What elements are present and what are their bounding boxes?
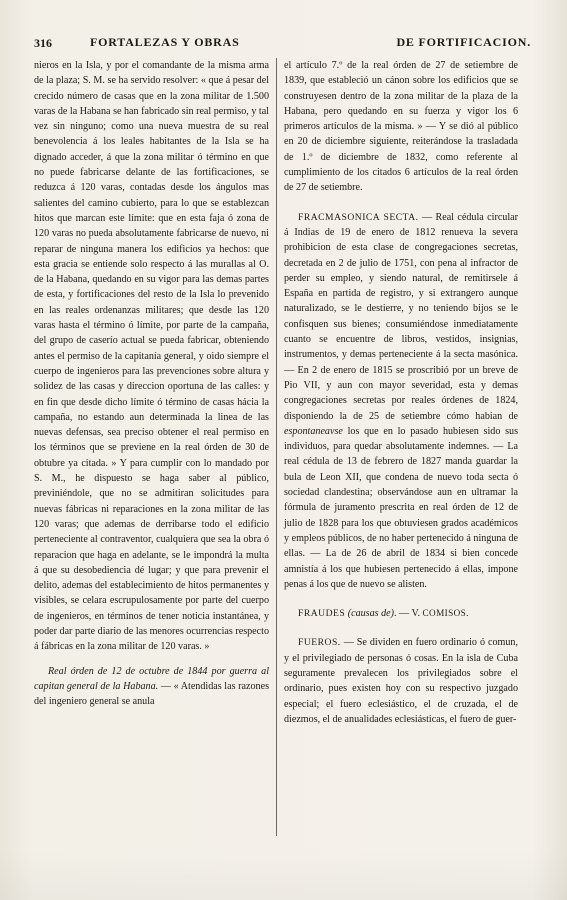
entry-fraudes-crossref: COMISOS. bbox=[422, 608, 469, 619]
entry-fracmasonica bbox=[284, 210, 518, 592]
entry-fraudes bbox=[284, 606, 518, 621]
running-head-right: DE FORTIFICACION. bbox=[396, 35, 531, 49]
left-paragraph-real-orden bbox=[34, 664, 269, 710]
entry-body-fracmasonica-1: — Real cédula circular á Indias de 19 de enero de 1812 renueva la severa prohibicion de esta clase de congregaciones secretas, decretada en 2 de julio de 1751, con pena al infractor de perder su empleo, y siendo natural, de remitirsele á España en partida de registro, y si extrangero aunque naturalizado, se le destierre, y no teniendo bijos se le confisquen sus bienes; consumiéndose inmediatamente cuanto se encuentre de libros, vestidos, insignias, instrumentos, y demas perteneciente á la secta masónica. — En 2 de enero de 1815 se proscribió por un breve de Pio VII, y aun con mayor severidad, esta y demas congregaciones secretas por reales órdenes de 1824, disponiendo la de 25 de setiembre cómo habian de bbox=[284, 211, 518, 422]
page-number: 316 bbox=[34, 36, 52, 50]
left-column bbox=[34, 58, 269, 709]
entry-fueros bbox=[284, 635, 518, 727]
left-paragraph-continuation: nieros en la Isla, y por el comandante de la misma arma de la plaza; S. M. se ha servido resolver: « que á pesar del crecido número de casas que en la zona militar de 1.500 varas de la Habana se han fabricado sin real permiso, y tal vez sin ninguno; como una nueva muestra de su real benevolencia á los leales habitantes de la Isla se ha dignado acceder, á que la zona militar ó término en que no puede fabricarse delante de las fortificaciones, se reduzca á 120 varas, contadas desde los ángulos mas salientes del camino cubierto, para lo que se establezcan hitos que marcan este límite: que en esta faja ó zona de 120 varas no pueda absolutamente fabricarse de nuevo, ni reparar de ninguna manera los edificios ya hechos: que esta gracia se entiende solo respecto á las murallas al O. de la Habana, quedando en su vigor para las demas partes de esta, y fortificaciones del resto de la Isla lo prevenido en las reales ordenanzas militares; que desde las 120 varas hasta el término ó límite, por parte de la campaña, del grupo de caserío actual se pueda fabricar, obteniendo antes el permiso de la capitanía general, y oido siempre el cuerpo de ingenieros para las prevenciones sobre altura y solidez de las casas y direccion oportuna de las calles: y en fin que desde dicho límite ó término de casas hácia la campaña, no estando aun determinada la linea de las nuevas defensas, sea preciso obtener el real permiso en los términos que se previene en la real órden de 30 de obtubre ya citada. » Y para cumplir con lo mandado por S. M., he dispuesto se haga saber al público, previniéndole, que no se admitiran solicitudes para nuevas fábricas ni reparaciones en la zona militar de las 120 varas; que ademas de derribarse todo el edificio perteneciente al contraventor, cualquiera que sea la obra ó reparacion que haga en adelante, se le impondrá la multa á que su desobediencia dé lugar; y que para prevenir el delito, ademas del establecimiento de hitos permanentes y visibles, se celara escrupulosamente por parte del cuerpo de ingenieros, en términos de tener noticia instantánea, y poder dar parte diario de las menores ocurrencias respecto á fábricas en la zona militar de 120 varas. » bbox=[34, 60, 269, 653]
real-orden-body: — « Atendidas las razones del ingeniero general se anula bbox=[34, 680, 269, 708]
right-paragraph-continuation: el artículo 7.º de la real órden de 27 de setiembre de 1839, que estableció un cánon sobre los edificios que se construyesen dentro de la zona militar de la plaza de la Habana, pero quedando en su fuerza y vigor los 6 primeros artículos de la misma. » — Y se dió al público en 20 de diciembre siguiente, reiterándose la trasladada de 1.º de diciembre de 1832, como referente al cumplimiento de los citados 6 artículos de la real órden de 27 de setiembre. bbox=[284, 60, 518, 194]
entry-heading-fueros: FUEROS. bbox=[298, 637, 341, 649]
entry-heading-fraudes: FRAUDES bbox=[298, 608, 346, 620]
running-header bbox=[34, 34, 531, 54]
column-divider bbox=[276, 58, 277, 836]
entry-italic-word: espontaneavse bbox=[284, 425, 343, 437]
entry-body-fracmasonica-2: los que en lo pasado hubiesen sido sus individuos, para quedar absolutamente indemnes. — La real cédula de 13 de febrero de 1827 manda guardar la bula de Leon XII, que condena de nuevo toda secta ó sociedad clandestina; observándose aun en ultramar la fórmula de juramento prescrita en real órden de 12 de julio de 1828 para los que obtuviesen grados académicos y empleos públicos, de no haber pertenecido á ninguna de ellas. — La de 26 de abril de 1834 si bien concede amnistía á los que hubiesen pertenecido á ellas, impone penas á los que de nuevo se alisten. bbox=[284, 425, 518, 590]
entry-heading-fracmasonica: FRACMASONICA SECTA. bbox=[298, 211, 419, 223]
running-head-left: FORTALEZAS Y OBRAS bbox=[90, 35, 240, 49]
page-bottom-shade bbox=[0, 850, 567, 900]
real-orden-heading: Real órden de 12 de octubre de 1844 por guerra al capitan general de la Habana. bbox=[34, 665, 269, 692]
entry-fraudes-tail: . — V. bbox=[394, 608, 420, 620]
right-column bbox=[284, 58, 518, 727]
entry-body-fueros: — Se dividen en fuero ordinario ó comun, y el privilegiado de personas ó cosas. En la isla de Cuba seguramente prevalecen los privilegiados sobre el ordinario, pues existen hoy con su respectivo juzgado especial; el fuero eclesiástico, el de cruzada, el de diezmos, el de anualidades eclesiásticas, el fuero de guer- bbox=[284, 637, 518, 725]
entry-fraudes-italic: (causas de) bbox=[347, 608, 394, 620]
